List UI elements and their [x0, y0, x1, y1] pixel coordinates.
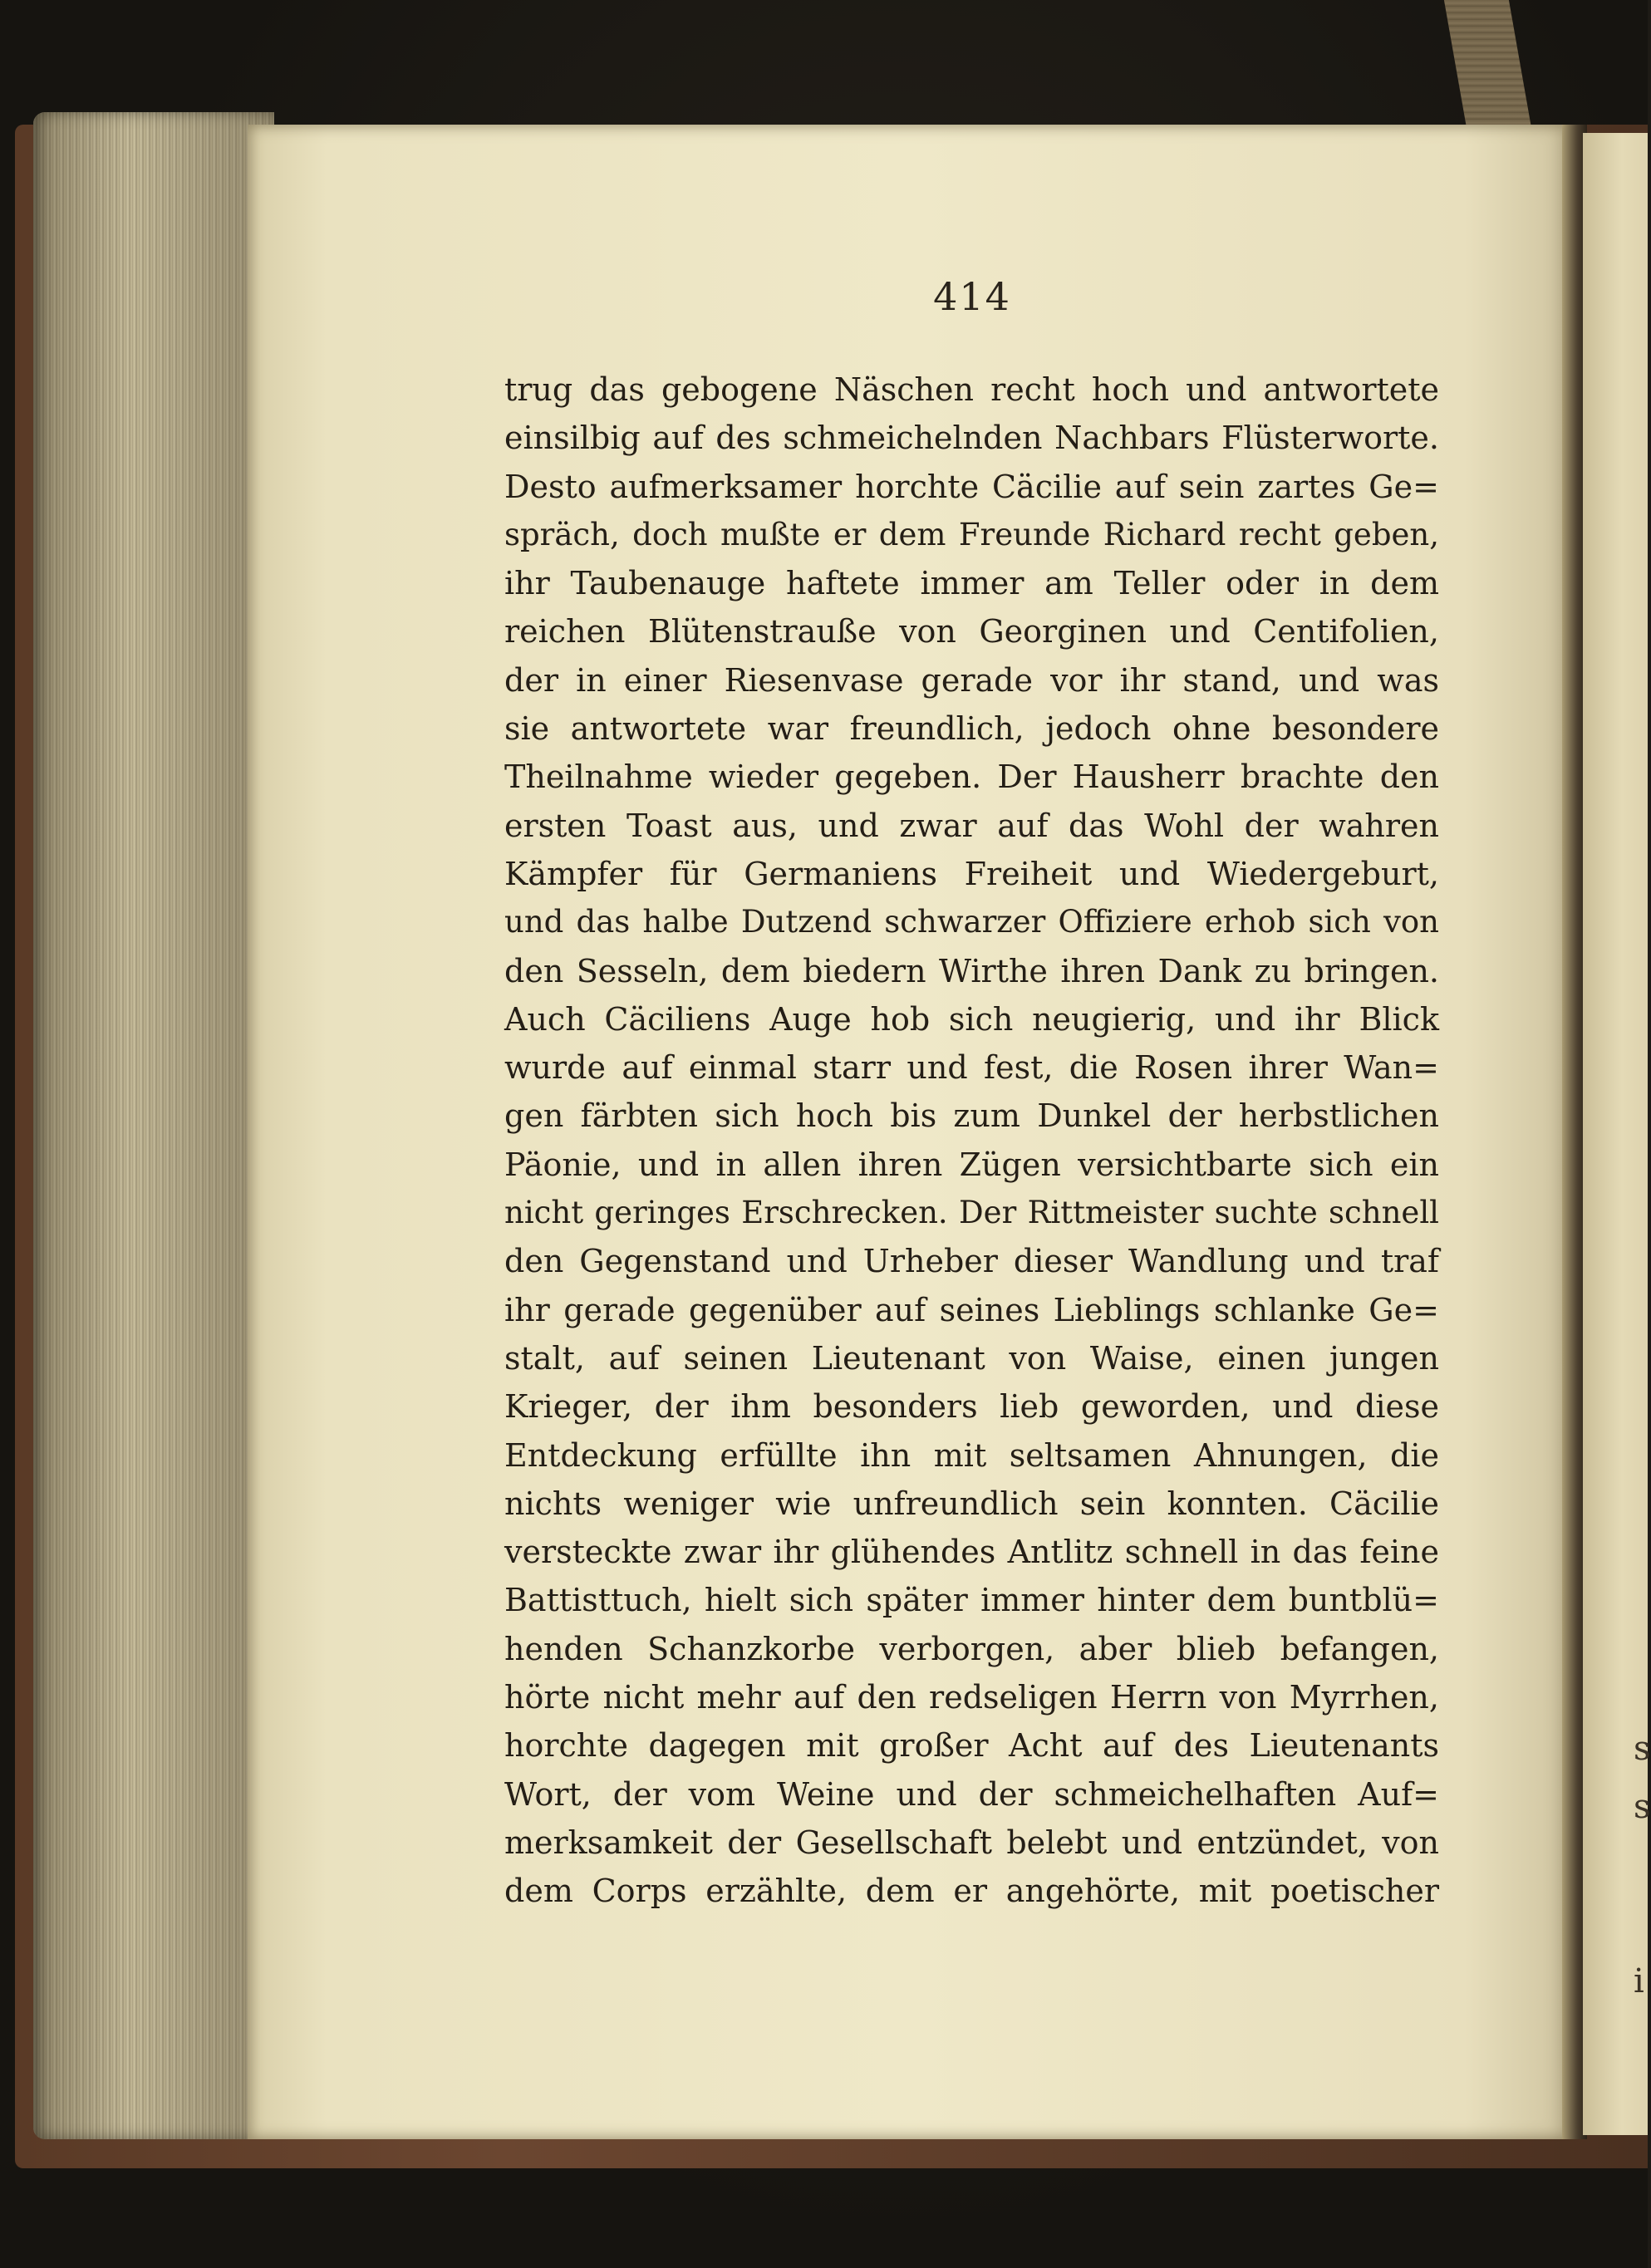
text-line: den Gegenstand und Urheber dieser Wandlung und traf: [504, 1243, 1439, 1280]
text-line: stalt, auf seinen Lieutenant von Waise, einen jungen: [504, 1339, 1439, 1377]
text-line: trug das gebogene Näschen recht hoch und antwortete: [504, 371, 1439, 408]
text-line: nicht geringes Erschrecken. Der Rittmeister suchte schnell: [504, 1195, 1439, 1231]
text-line: Kämpfer für Germaniens Freiheit und Wiedergeburt,: [504, 855, 1439, 892]
stacked-page-edges: [33, 112, 274, 2139]
text-line: den Sesseln, dem biedern Wirthe ihren Dank zu bringen.: [504, 952, 1439, 989]
text-line: sie antwortete war freundlich, jedoch ohne besondere: [504, 710, 1439, 748]
text-line: spräch, doch mußte er dem Freunde Richard recht geben,: [504, 516, 1439, 552]
text-line: einsilbig auf des schmeichelnden Nachbars Flüsterworte.: [504, 420, 1439, 457]
text-line: Wort, der vom Weine und der schmeichelhaften Auf=: [504, 1775, 1439, 1813]
text-line: versteckte zwar ihr glühendes Antlitz schnell in das feine: [504, 1534, 1439, 1571]
text-line: merksamkeit der Gesellschaft belebt und entzündet, von: [504, 1824, 1439, 1861]
text-line: ihr gerade gegenüber auf seines Lieblings schlanke Ge=: [504, 1291, 1439, 1328]
text-line: Desto aufmerksamer horchte Cäcilie auf sein zartes Ge=: [504, 468, 1439, 505]
text-line: Battisttuch, hielt sich später immer hinter dem buntblü=: [504, 1582, 1439, 1619]
page-number: 414: [933, 274, 1011, 319]
text-line: der in einer Riesenvase gerade vor ihr stand, und was: [504, 661, 1439, 699]
text-line: dem Corps erzählte, dem er angehörte, mit poetischer: [504, 1873, 1439, 1910]
text-line: Krieger, der ihm besonders lieb geworden, und diese: [504, 1388, 1439, 1426]
text-line: ersten Toast aus, und zwar auf das Wohl der wahren: [504, 807, 1439, 844]
text-line: horchte dagegen mit großer Acht auf des Lieutenants: [504, 1727, 1439, 1765]
text-line: Entdeckung erfüllte ihn mit seltsamen Ahnungen, die: [504, 1436, 1439, 1474]
text-line: Theilnahme wieder gegeben. Der Hausherr brachte den: [504, 758, 1439, 796]
text-line: und das halbe Dutzend schwarzer Offiziere erhob sich von: [504, 904, 1439, 940]
text-line: henden Schanzkorbe verborgen, aber blieb befangen,: [504, 1630, 1439, 1667]
text-line: hörte nicht mehr auf den redseligen Herrn von Myrrhen,: [504, 1679, 1439, 1716]
text-line: wurde auf einmal starr und fest, die Rosen ihrer Wan=: [504, 1049, 1439, 1087]
page-body-text: [504, 366, 1439, 1916]
text-line: nichts weniger wie unfreundlich sein konnten. Cäcilie: [504, 1485, 1439, 1522]
text-line: Auch Cäciliens Auge hob sich neugierig, und ihr Blick: [504, 1000, 1439, 1038]
text-line: Päonie, und in allen ihren Zügen versichtbarte sich ein: [504, 1146, 1439, 1183]
text-line: ihr Taubenauge haftete immer am Teller oder in dem: [504, 565, 1439, 602]
facing-page-text-fragments: s s i: [1634, 1730, 1651, 2000]
text-line: gen färbten sich hoch bis zum Dunkel der herbstlichen: [504, 1097, 1439, 1135]
text-line: reichen Blütenstrauße von Georginen und Centifolien,: [504, 613, 1439, 650]
